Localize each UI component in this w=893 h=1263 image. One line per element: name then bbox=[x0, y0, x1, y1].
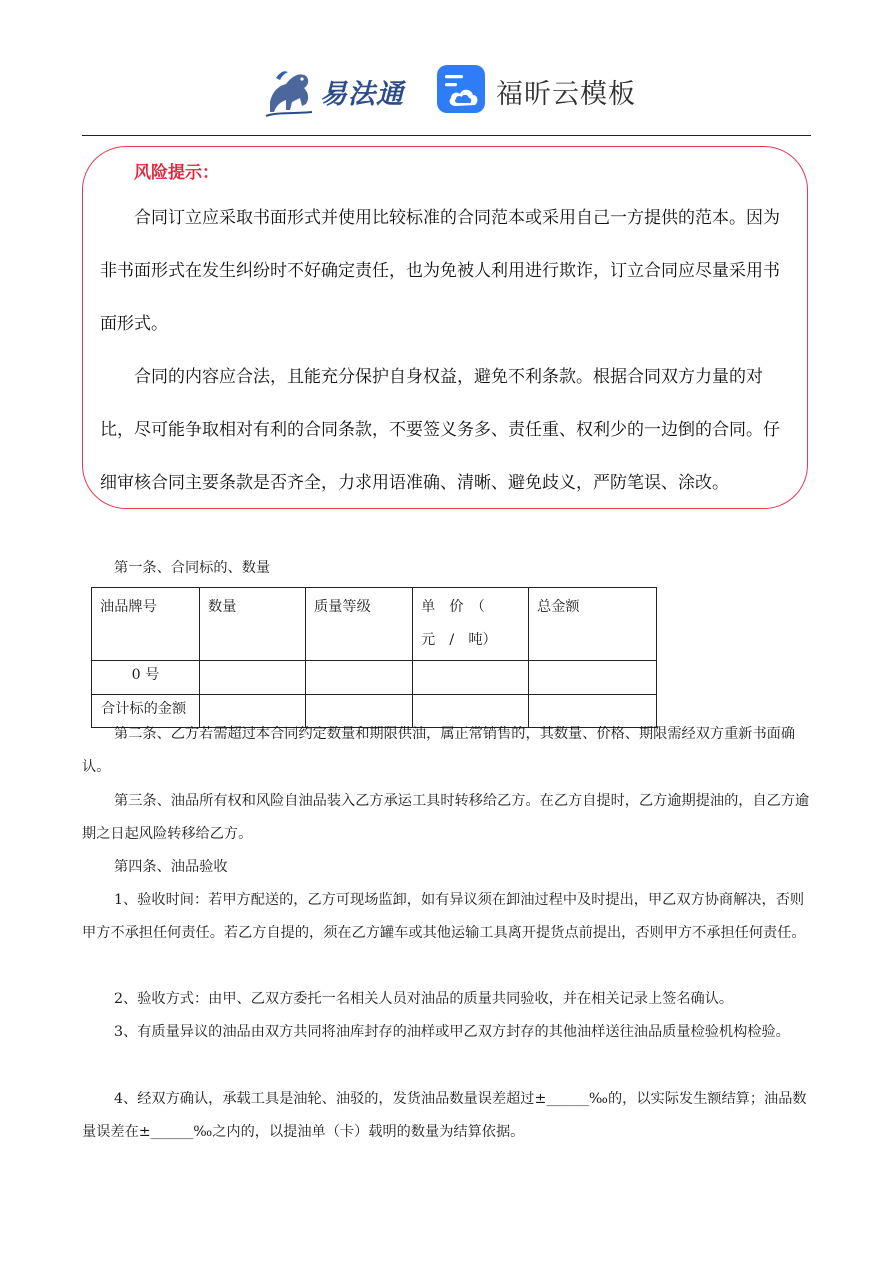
foxit-template-logo bbox=[436, 64, 636, 116]
yifatong-logo bbox=[262, 62, 412, 120]
table-header-cell: 总金额 bbox=[529, 588, 657, 661]
table-row bbox=[92, 661, 657, 695]
clause-4-item-1: 1、验收时间：若甲方配送的，乙方可现场监卸，如有异议须在卸油过程中及时提出，甲乙双方协商解决，否则甲方不承担任何责任。若乙方自提的，须在乙方罐车或其他运输工具离开提货点前提出，否则甲方不承担任何责任。 bbox=[82, 892, 806, 941]
risk-notice-title: 风险提示： bbox=[134, 163, 219, 183]
table-cell bbox=[413, 661, 529, 695]
table-header-cell: 质量等级 bbox=[306, 588, 413, 661]
risk-paragraph-1: 合同订立应采取书面形式并使用比较标准的合同范本或采用自己一方提供的范本。因为非书面形式在发生纠纷时不好确定责任，也为免被人利用进行欺诈，订立合同应尽量采用书面形式。 bbox=[100, 208, 780, 334]
page-header bbox=[0, 58, 893, 124]
clause-1-title: 第一条、合同标的、数量 bbox=[114, 560, 271, 576]
oil-spec-table bbox=[91, 587, 657, 728]
table-cell bbox=[200, 661, 306, 695]
header-divider bbox=[82, 135, 811, 136]
clause-4-item-2: 2、验收方式：由甲、乙双方委托一名相关人员对油品的质量共同验收，并在相关记录上签名确认。 bbox=[114, 991, 734, 1007]
table-header-cell: 单 价 （ 元 / 吨） bbox=[413, 588, 529, 661]
cloud-document-icon bbox=[436, 64, 486, 114]
table-header-row bbox=[92, 588, 657, 661]
qilin-emblem-icon bbox=[262, 62, 322, 120]
table-cell: 合计标的金额 bbox=[92, 695, 200, 728]
table-cell bbox=[529, 661, 657, 695]
clause-4-item-3: 3、有质量异议的油品由双方共同将油库封存的油样或甲乙双方封存的其他油样送往油品质量检验机构检验。 bbox=[114, 1024, 790, 1040]
logo-left-text: 易法通 bbox=[320, 79, 404, 110]
clause-2: 第二条、乙方若需超过本合同约定数量和期限供油，属正常销售的，其数量、价格、期限需经双方重新书面确认。 bbox=[82, 726, 796, 775]
clause-4-title: 第四条、油品验收 bbox=[114, 859, 228, 875]
clause-3: 第三条、油品所有权和风险自油品装入乙方承运工具时转移给乙方。在乙方自提时，乙方逾期提油的，自乙方逾期之日起风险转移给乙方。 bbox=[82, 793, 810, 842]
table-cell bbox=[306, 661, 413, 695]
clause-4-item-4: 4、经双方确认，承载工具是油轮、油驳的，发货油品数量误差超过±______‰的，以实际发生额结算；油品数量误差在±______‰之内的，以提油单（卡）载明的数量为结算依据。 bbox=[82, 1091, 807, 1140]
risk-paragraph-2: 合同的内容应合法，且能充分保护自身权益，避免不利条款。根据合同双方力量的对比，尽可能争取相对有利的合同条款，不要签义务多、责任重、权利少的一边倒的合同。仔细审核合同主要条款是否齐全，力求用语准确、清晰、避免歧义，严防笔误、涂改。 bbox=[100, 367, 780, 493]
logo-right-text: 福昕云模板 bbox=[496, 79, 636, 110]
table-header-cell: 油品牌号 bbox=[92, 588, 200, 661]
table-cell: 0 号 bbox=[92, 661, 200, 695]
table-header-cell: 数量 bbox=[200, 588, 306, 661]
